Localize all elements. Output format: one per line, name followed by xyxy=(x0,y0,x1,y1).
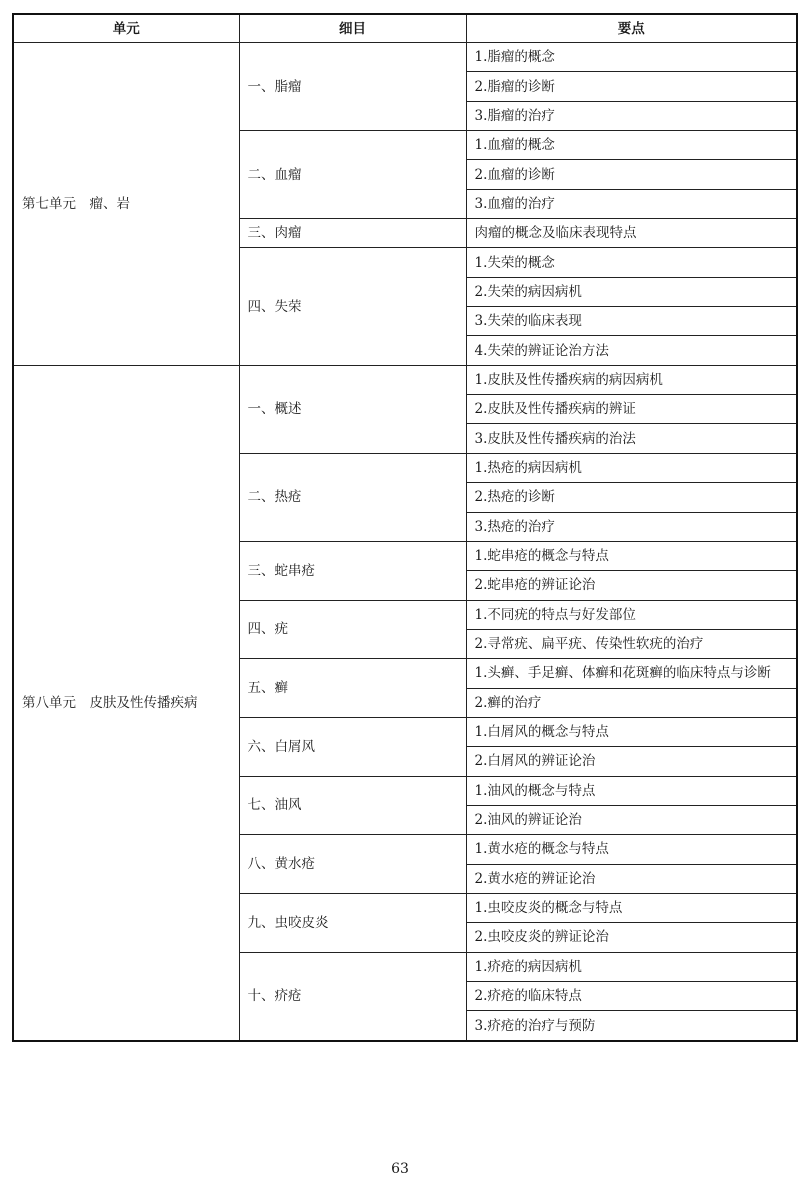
unit-cell: 第八单元 皮肤及性传播疾病 xyxy=(13,365,239,1040)
point-cell: 1.血瘤的概念 xyxy=(466,131,797,160)
point-cell: 3.皮肤及性传播疾病的治法 xyxy=(466,424,797,453)
item-cell: 五、癣 xyxy=(239,659,466,718)
point-cell: 2.寻常疣、扁平疣、传染性软疣的治疗 xyxy=(466,629,797,658)
item-cell: 十、疥疮 xyxy=(239,952,466,1041)
page-number: 63 xyxy=(391,1161,409,1177)
item-cell: 九、虫咬皮炎 xyxy=(239,893,466,952)
point-cell: 2.血瘤的诊断 xyxy=(466,160,797,189)
point-cell: 1.疥疮的病因病机 xyxy=(466,952,797,981)
point-cell: 1.白屑风的概念与特点 xyxy=(466,717,797,746)
point-cell: 2.皮肤及性传播疾病的辨证 xyxy=(466,395,797,424)
syllabus-table xyxy=(12,13,798,1042)
item-cell: 四、疣 xyxy=(239,600,466,659)
point-cell: 1.油风的概念与特点 xyxy=(466,776,797,805)
item-cell: 三、蛇串疮 xyxy=(239,541,466,600)
item-cell: 四、失荣 xyxy=(239,248,466,365)
item-cell: 一、概述 xyxy=(239,365,466,453)
point-cell: 2.癣的治疗 xyxy=(466,688,797,717)
point-cell: 3.脂瘤的治疗 xyxy=(466,101,797,130)
item-cell: 七、油风 xyxy=(239,776,466,835)
item-cell: 六、白屑风 xyxy=(239,717,466,776)
point-cell: 3.疥疮的治疗与预防 xyxy=(466,1011,797,1041)
table-body xyxy=(13,43,797,1041)
table-row xyxy=(13,43,797,72)
point-cell: 1.脂瘤的概念 xyxy=(466,43,797,72)
point-cell: 2.黄水疮的辨证论治 xyxy=(466,864,797,893)
point-cell: 3.血瘤的治疗 xyxy=(466,189,797,218)
header-unit: 单元 xyxy=(13,14,239,43)
point-cell: 1.不同疣的特点与好发部位 xyxy=(466,600,797,629)
point-cell: 2.失荣的病因病机 xyxy=(466,277,797,306)
point-cell: 2.油风的辨证论治 xyxy=(466,805,797,834)
point-cell: 肉瘤的概念及临床表现特点 xyxy=(466,219,797,248)
point-cell: 2.虫咬皮炎的辨证论治 xyxy=(466,923,797,952)
point-cell: 3.失荣的临床表现 xyxy=(466,307,797,336)
point-cell: 1.热疮的病因病机 xyxy=(466,453,797,482)
point-cell: 1.头癣、手足癣、体癣和花斑癣的临床特点与诊断 xyxy=(466,659,797,688)
point-cell: 1.虫咬皮炎的概念与特点 xyxy=(466,893,797,922)
header-item: 细目 xyxy=(239,14,466,43)
point-cell: 1.皮肤及性传播疾病的病因病机 xyxy=(466,365,797,394)
item-cell: 八、黄水疮 xyxy=(239,835,466,894)
point-cell: 1.黄水疮的概念与特点 xyxy=(466,835,797,864)
item-cell: 二、血瘤 xyxy=(239,131,466,219)
point-cell: 1.蛇串疮的概念与特点 xyxy=(466,541,797,570)
point-cell: 2.蛇串疮的辨证论治 xyxy=(466,571,797,600)
item-cell: 三、肉瘤 xyxy=(239,219,466,248)
point-cell: 2.热疮的诊断 xyxy=(466,483,797,512)
point-cell: 2.脂瘤的诊断 xyxy=(466,72,797,101)
header-points: 要点 xyxy=(466,14,797,43)
item-cell: 一、脂瘤 xyxy=(239,43,466,131)
table-row xyxy=(13,365,797,394)
point-cell: 2.白屑风的辨证论治 xyxy=(466,747,797,776)
item-cell: 二、热疮 xyxy=(239,453,466,541)
point-cell: 1.失荣的概念 xyxy=(466,248,797,277)
point-cell: 4.失荣的辨证论治方法 xyxy=(466,336,797,365)
unit-cell: 第七单元 瘤、岩 xyxy=(13,43,239,366)
point-cell: 3.热疮的治疗 xyxy=(466,512,797,541)
point-cell: 2.疥疮的临床特点 xyxy=(466,982,797,1011)
header-row xyxy=(13,14,797,43)
